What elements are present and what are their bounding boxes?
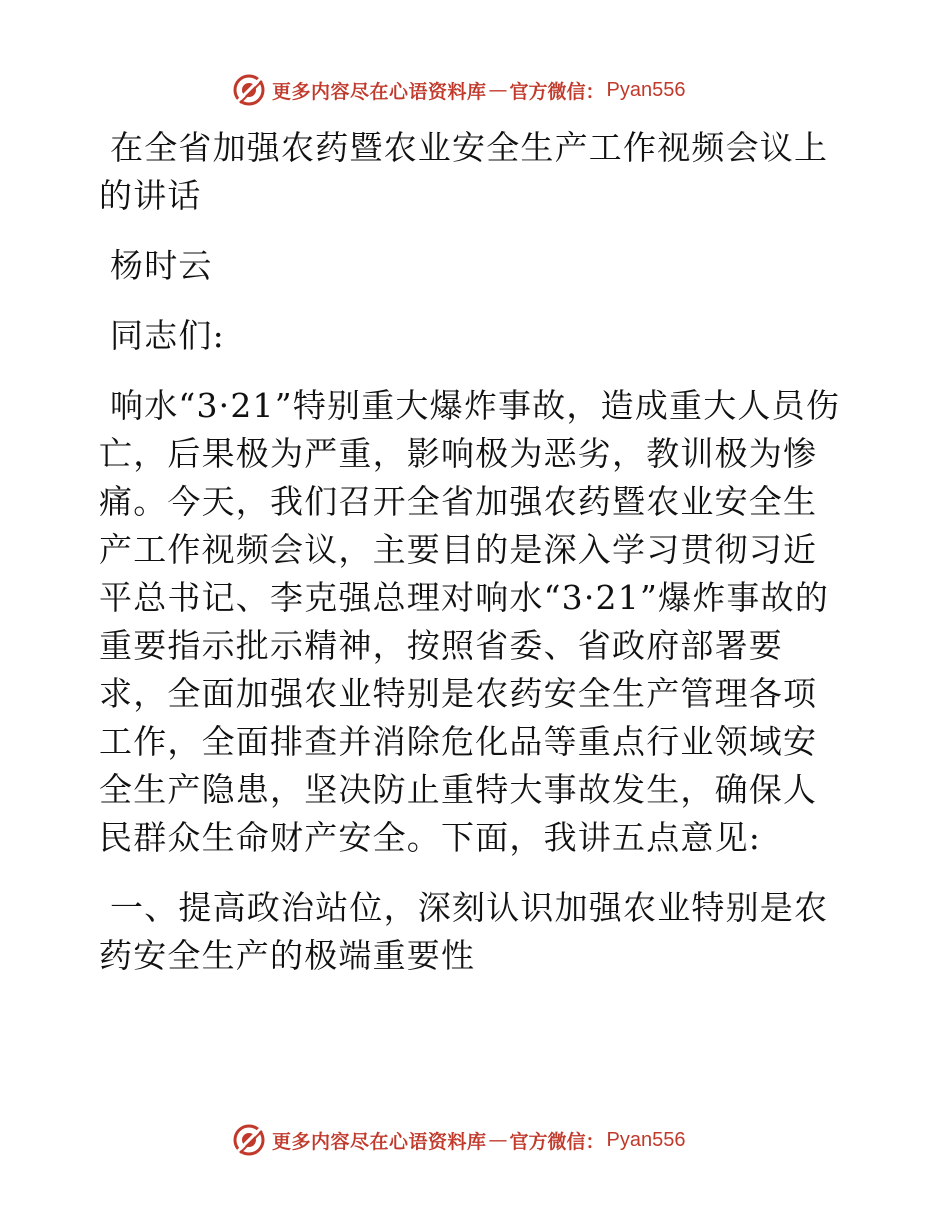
watermark-site-text: 更多内容尽在心语资料库 bbox=[272, 1130, 487, 1153]
logo-icon bbox=[232, 73, 266, 107]
footer-watermark bbox=[232, 1122, 686, 1158]
watermark-account: Pyan556 bbox=[606, 78, 686, 101]
document-author: 杨时云 bbox=[110, 246, 213, 285]
section-heading: 一、提高政治站位，深刻认识加强农业特别是农药安全生产的极端重要性 bbox=[99, 888, 829, 975]
watermark-label: 官方微信： bbox=[509, 80, 605, 103]
watermark-separator: — bbox=[488, 79, 508, 101]
document-salutation: 同志们: bbox=[110, 316, 225, 355]
header-watermark bbox=[232, 72, 686, 108]
logo-icon bbox=[232, 1123, 266, 1157]
watermark-separator: — bbox=[488, 1129, 508, 1151]
watermark-site-text: 更多内容尽在心语资料库 bbox=[272, 80, 487, 103]
document-title: 在全省加强农药暨农业安全生产工作视频会议上的讲话 bbox=[99, 128, 829, 215]
watermark-label: 官方微信： bbox=[509, 1130, 605, 1153]
body-paragraph: 响水“3·21”特别重大爆炸事故，造成重大人员伤亡，后果极为严重，影响极为恶劣，教训极为惨痛。今天，我们召开全省加强农药暨农业安全生产工作视频会议，主要目的是深入学习贯彻习近平总书记、李克强总理对响水“3·21”爆炸事故的重要指示批示精神，按照省委、省政府部署要求，全面加强农业特别是农药安全生产管理各项工作，全面排查并消除危化品等重点行业领域安全生产隐患，坚决防止重特大事故发生，确保人民群众生命财产安全。下面，我讲五点意见: bbox=[99, 386, 841, 857]
document-body bbox=[99, 124, 851, 1002]
watermark-account: Pyan556 bbox=[606, 1128, 686, 1151]
